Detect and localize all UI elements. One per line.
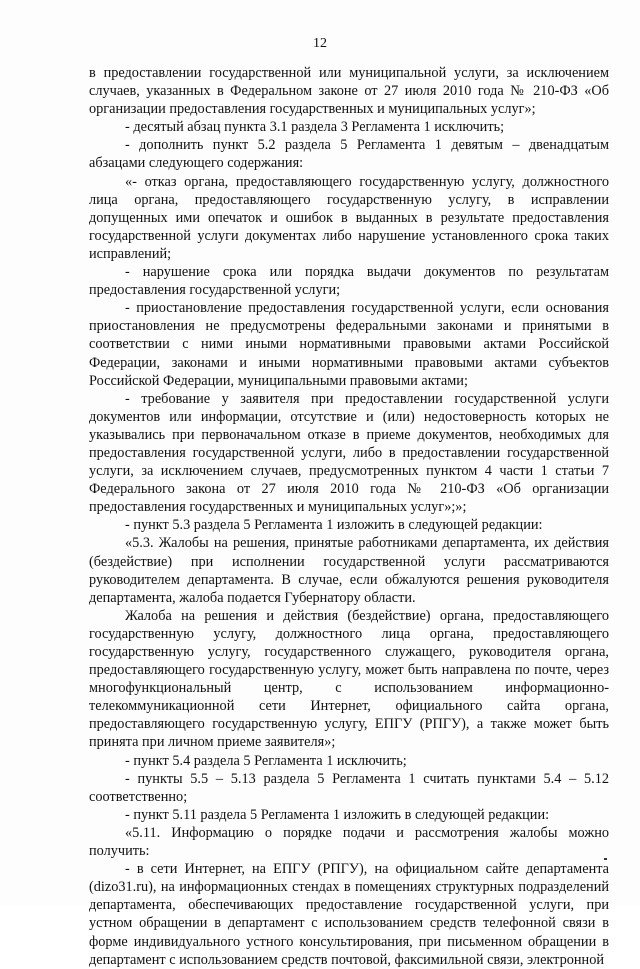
scan-mark [604,858,607,860]
paragraph: - пункт 5.3 раздела 5 Регламента 1 изложить в следующей редакции: [125,517,543,534]
paragraph: в предоставлении государственной или муниципальной услуги, за исключением случаев, указанных в Федеральном законе от 27 июля 2010 года № 210-ФЗ «Об организации предоставления государственных и муниципальных услуг»; [89,65,609,118]
paragraph: - пункт 5.4 раздела 5 Регламента 1 исключить; [125,752,407,769]
paragraph: - дополнить пункт 5.2 раздела 5 Регламента 1 девятым – двенадцатым абзацами следующего содержания: [89,137,609,172]
paragraph: - нарушение срока или порядка выдачи документов по результатам предоставления государственной услуги; [89,264,609,299]
paragraph: - десятый абзац пункта 3.1 раздела 3 Регламента 1 исключить; [125,119,505,136]
paragraph: «- отказ органа, предоставляющего государственную услугу, должностного лица органа, предоставляющего государственную услугу, в исправлении допущенных ими опечаток и ошибок в выданных в результате предоставления государственной услуги документах либо нарушение установленного срока таких исправлений; [89,173,609,262]
paragraph: - в сети Интернет, на ЕПГУ (РПГУ), на официальном сайте департамента (dizo31.ru), на информационных стендах в помещениях структурных подразделений департамента, обеспечивающих предоставление государственной услуги, при устном обращении в департамент с использованием средств телефонной связи в форме индивидуального устного консультирования, при письменном обращении в департамент с использованием средств почтовой, факсимильной связи, электронной [89,861,609,968]
paragraph: - пункт 5.11 раздела 5 Регламента 1 изложить в следующей редакции: [125,806,550,823]
paragraph: «5.11. Информацию о порядке подачи и рассмотрения жалобы можно получить: [89,824,609,860]
paragraph: - пункты 5.5 – 5.13 раздела 5 Регламента 1 считать пунктами 5.4 – 5.12 соответственно; [89,770,609,805]
document-body [89,64,609,969]
paragraph: - требование у заявителя при предоставлении государственной услуги документов или информации, отсутствие и (или) недостоверность которых не указывались при первоначальном отказе в приеме документов, необходимых для предоставления государственной услуги, либо в предоставлении государственной услуги, за исключением случаев, предусмотренных пунктом 4 части 1 статьи 7 Федерального закона от 27 июля 2010 года № 210-ФЗ «Об организации предоставления государственных и муниципальных услуг»;»; [89,390,609,516]
paragraph: «5.3. Жалобы на решения, принятые работниками департамента, их действия (бездействие) при исполнении государственной услуги рассматриваются руководителем департамента. В случае, если обжалуются решения руководителя департамента, жалоба подается Губернатору области. [89,535,609,606]
paragraph: - приостановление предоставления государственной услуги, если основания приостановления не предусмотрены федеральными законами и принятыми в соответствии с ними иными нормативными правовыми актами Российской Федерации, законами и иными нормативными правовыми актами субъектов Российской Федерации, муниципальными правовыми актами; [89,300,609,389]
page-number: 12 [313,36,327,51]
paragraph: Жалоба на решения и действия (бездействие) органа, предоставляющего государственную услугу, должностного лица органа, предоставляющего государственную услугу, государственного служащего, руководителя органа, предоставляющего государственную услугу, может быть направлена по почте, через многофункциональный центр, с использованием информационно-телекоммуникационной сети Интернет, официального сайта органа, предоставляющего государственную услугу, ЕПГУ (РПГУ), а также может быть принята при личном приеме заявителя»; [89,607,609,751]
